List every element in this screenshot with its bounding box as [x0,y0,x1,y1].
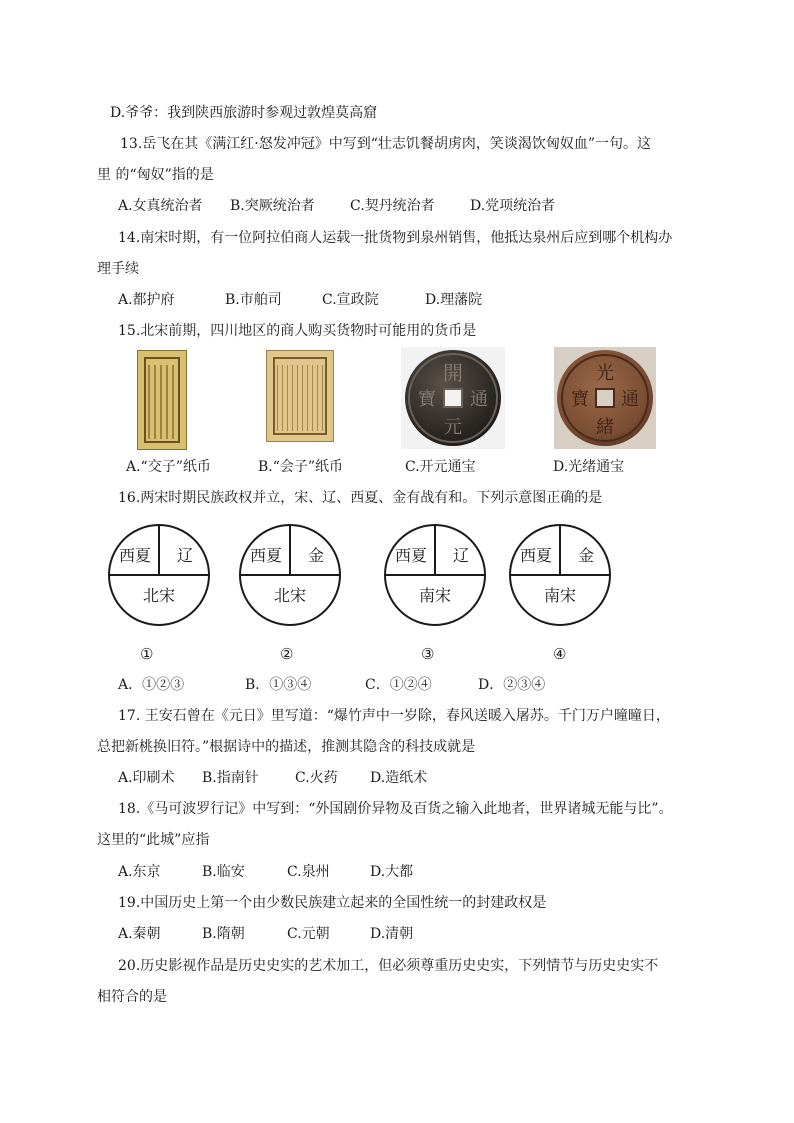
q15-option-c: C.开元通宝 [405,459,476,475]
guangxu-coin-image [554,347,656,449]
q16-option-d: D．②③④ [478,677,546,693]
jiaozi-banknote-image [137,350,187,450]
coin2-char-bottom: 緒 [596,417,614,438]
huizi-banknote-image [266,350,334,442]
diagram-4-number: ④ [553,645,567,663]
q13-option-a: A.女真统治者 [118,198,203,214]
q17-stem-line2: 总把新桃换旧符。”根据诗中的描述，推测其隐含的科技成就是 [97,739,476,755]
diagram-3-top-left: 西夏 [394,546,427,565]
diagram-4-top-left: 西夏 [519,546,552,565]
q20-stem-line1: 20.历史影视作品是历史史实的艺术加工，但必须尊重历史史实，下列情节与历史史实不 [118,958,659,974]
diagram-3 [383,523,487,627]
q16-stem: 16.两宋时期民族政权并立，宋、辽、西夏、金有战有和。下列示意图正确的是 [118,490,603,506]
diagram-3-bottom: 南宋 [418,586,451,605]
diagram-2-bottom: 北宋 [273,586,306,605]
q17-option-a: A.印刷术 [118,770,175,786]
q15-option-d: D.光绪通宝 [553,459,625,475]
q18-option-a: A.东京 [118,864,161,880]
coin2-char-right: 通 [621,389,639,410]
coin1-char-left: 寶 [418,389,436,410]
coin2-char-top: 光 [596,363,614,384]
diagram-2 [238,523,342,627]
kaiyuan-coin-image [401,347,505,449]
q18-option-b: B.临安 [202,864,245,880]
q19-option-b: B.隋朝 [202,926,245,942]
q16-option-b: B．①③④ [245,677,312,693]
q18-stem-line2: 这里的“此城”应指 [97,832,210,848]
q15-option-b: B.“会子”纸币 [258,459,344,475]
q14-option-a: A.都护府 [118,292,175,308]
q19-option-c: C.元朝 [287,926,330,942]
q13-option-c: C.契丹统治者 [350,198,435,214]
q19-option-d: D.清朝 [370,926,414,942]
diagram-4 [508,523,612,627]
q17-option-d: D.造纸术 [370,770,428,786]
q16-option-c: C．①②④ [365,677,432,693]
diagram-2-top-left: 西夏 [249,546,282,565]
q20-stem-line2: 相符合的是 [97,989,167,1005]
diagram-1-top-right: 辽 [176,546,193,565]
diagram-4-top-right: 金 [577,546,594,565]
q15-option-a: A.“交子”纸币 [126,459,211,475]
q15-stem: 15.北宋前期，四川地区的商人购买货物时可能用的货币是 [118,323,477,339]
q13-stem-line2: 里 的“匈奴”指的是 [97,167,214,183]
q18-option-c: C.泉州 [287,864,330,880]
q12-option-d: D.爷爷：我到陕西旅游时参观过敦煌莫高窟 [110,105,378,121]
coin1-char-top: 開 [443,361,463,385]
q14-option-c: C.宣政院 [322,292,379,308]
q19-stem: 19.中国历史上第一个由少数民族建立起来的全国性统一的封建政权是 [118,895,547,911]
q14-stem-line1: 14.南宋时期，有一位阿拉伯商人运载一批货物到泉州销售，他抵达泉州后应到哪个机构办 [118,230,673,246]
q17-stem-line1: 17. 王安石曾在《元日》里写道：“爆竹声中一岁除，春风送暖入屠苏。千门万户曈曈日， [118,708,670,724]
q14-stem-line2: 理手续 [97,261,139,277]
diagram-1 [107,523,211,627]
coin1-char-right: 通 [470,389,488,410]
q19-option-a: A.秦朝 [118,926,161,942]
diagram-4-bottom: 南宋 [543,586,576,605]
diagram-3-top-right: 辽 [452,546,469,565]
q14-option-b: B.市舶司 [225,292,282,308]
q13-stem-line1: 13.岳飞在其《满江红·怒发冲冠》中写到“壮志饥餐胡虏肉，笑谈渴饮匈奴血”一句。这 [120,136,652,152]
coin2-char-left: 寶 [571,389,589,410]
q18-option-d: D.大都 [370,864,414,880]
q18-stem-line1: 18.《马可波罗行记》中写到：“外国剧价异物及百货之输入此地者，世界诸城无能与比”。 [118,801,673,817]
diagram-3-number: ③ [421,645,435,663]
diagram-2-number: ② [280,645,294,663]
q13-option-b: B.突厥统治者 [230,198,315,214]
coin1-char-bottom: 元 [444,417,462,438]
diagram-1-number: ① [140,645,154,663]
q17-option-b: B.指南针 [202,770,259,786]
q17-option-c: C.火药 [295,770,338,786]
diagram-2-top-right: 金 [307,546,324,565]
diagram-1-top-left: 西夏 [118,546,151,565]
diagram-1-bottom: 北宋 [142,586,175,605]
q13-option-d: D.党项统治者 [470,198,556,214]
q14-option-d: D.理藩院 [425,292,483,308]
q16-option-a: A．①②③ [118,677,185,693]
